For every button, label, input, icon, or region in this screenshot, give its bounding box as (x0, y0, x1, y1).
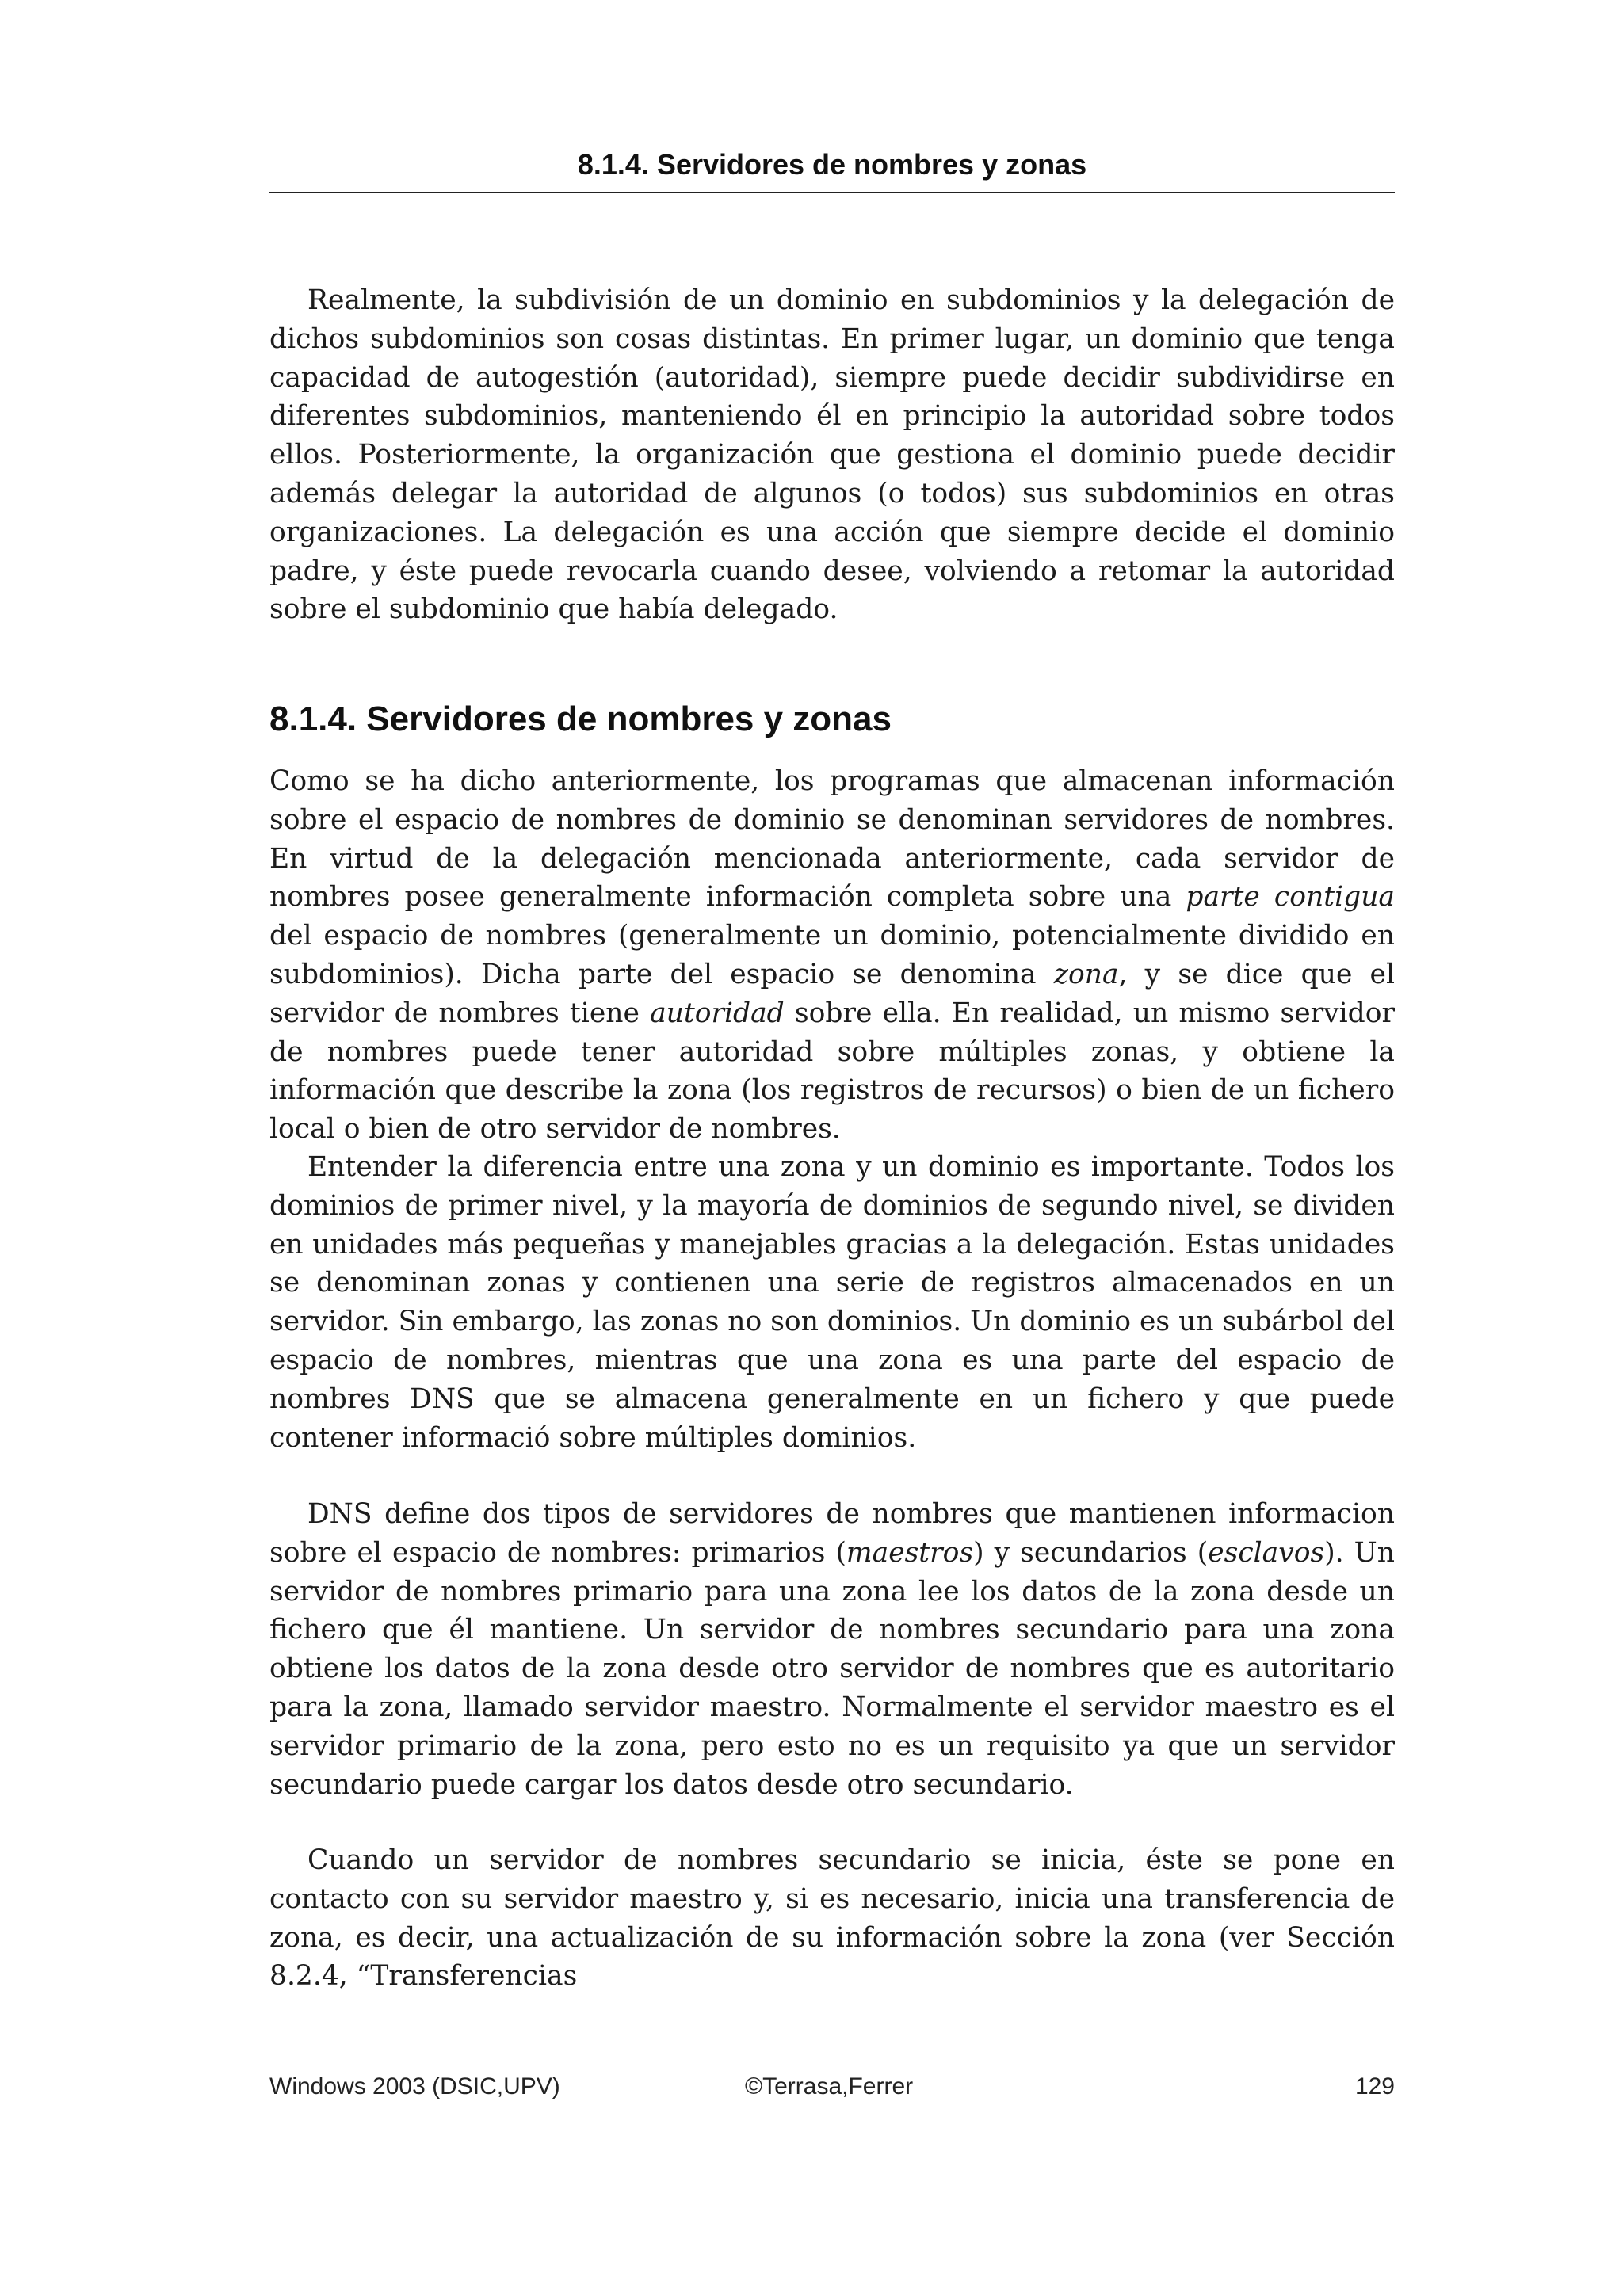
emphasis-maestros: maestros (846, 1536, 974, 1569)
text-span: , y se dice que el servidor de nombres tiene (269, 958, 1395, 1029)
footer-page-number: 129 (1354, 2073, 1395, 2100)
emphasis-esclavos: esclavos (1208, 1536, 1325, 1569)
document-page (269, 0, 1395, 2296)
footer-course: Windows 2003 (DSIC,UPV) (269, 2073, 560, 2100)
running-header: 8.1.4. Servidores de nombres y zonas (577, 148, 1087, 181)
footer-copyright: ©Terrasa,Ferrer (745, 2073, 914, 2100)
text-span: ) y secundarios ( (973, 1536, 1209, 1569)
emphasis-autoridad: autoridad (650, 997, 785, 1029)
paragraph-primary-secondary (269, 1495, 1395, 1804)
text-span: ). Un servidor de nombres primario para una zona lee los datos de la zona desde un fichero que él mantiene. Un servidor de nombres secundario para una zona obtiene los datos de la zona desde otro servidor de nombres que es autoritario para la zona, llamado servidor maestro. Normalmente el servidor maestro es el servidor primario de la zona, pero esto no es un requisito ya que un servidor secundario puede cargar los datos desde otro secundario. (269, 1536, 1395, 1801)
emphasis-zona: zona (1053, 958, 1119, 990)
paragraph-zone-transfer: Cuando un servidor de nombres secundario se inicia, éste se pone en contacto con su servidor maestro y, si es necesario, inicia una transferencia de zona, es decir, una actualización de su información sobre la zona (ver Sección 8.2.4, “Transferencias (269, 1844, 1395, 1993)
emphasis-parte-contigua: parte contigua (1186, 881, 1395, 913)
paragraph-delegation: Realmente, la subdivisión de un dominio en subdominios y la delegación de dichos subdominios son cosas distintas. En primer lugar, un dominio que tenga capacidad de autogestión (autoridad), siempre puede decidir subdividirse en diferentes subdominios, manteniendo él en principio la autoridad sobre todos ellos. Posteriormente, la organización que gestiona el dominio puede decidir además delegar la autoridad de algunos (o todos) sus subdominios en otras organizaciones. La delegación es una acción que siempre decide el dominio padre, y éste puede revocarla cuando desee, volviendo a retomar la autoridad sobre el subdominio que había delegado. (269, 284, 1395, 626)
header-rule (269, 192, 1395, 193)
paragraph-name-servers (269, 762, 1395, 1149)
page-footer (269, 2071, 1395, 2103)
section-heading: 8.1.4. Servidores de nombres y zonas (269, 700, 892, 738)
text-span: Como se ha dicho anteriormente, los programas que almacenan información sobre el espacio de nombres de dominio se denominan servidores de nombres. En virtud de la delegación mencionada anteriormente, cada servidor de nombres posee generalmente información completa sobre una (269, 765, 1395, 913)
text-span: sobre ella. En realidad, un mismo servidor de nombres puede tener autoridad sobre múltiples zonas, y obtiene la información que describe la zona (los registros de recursos) o bien de un fichero local o bien de otro servidor de nombres. (269, 997, 1395, 1146)
paragraph-zone-vs-domain: Entender la diferencia entre una zona y un dominio es importante. Todos los dominios de primer nivel, y la mayoría de dominios de segundo nivel, se dividen en unidades más pequeñas y manejables gracias a la delegación. Estas unidades se denominan zonas y contienen una serie de registros almacenados en un servidor. Sin embargo, las zonas no son dominios. Un dominio es un subárbol del espacio de nombres, mientras que una zona es una parte del espacio de nombres DNS que se almacena generalmente en un fichero y que puede contener informació sobre múltiples dominios. (269, 1151, 1395, 1454)
text-span: DNS define dos tipos de servidores de nombres que mantienen informacion sobre el espacio de nombres: primarios ( (269, 1498, 1395, 1569)
text-span: del espacio de nombres (generalmente un dominio, potencialmente dividido en subdominios). Dicha parte del espacio se denomina (269, 920, 1395, 990)
